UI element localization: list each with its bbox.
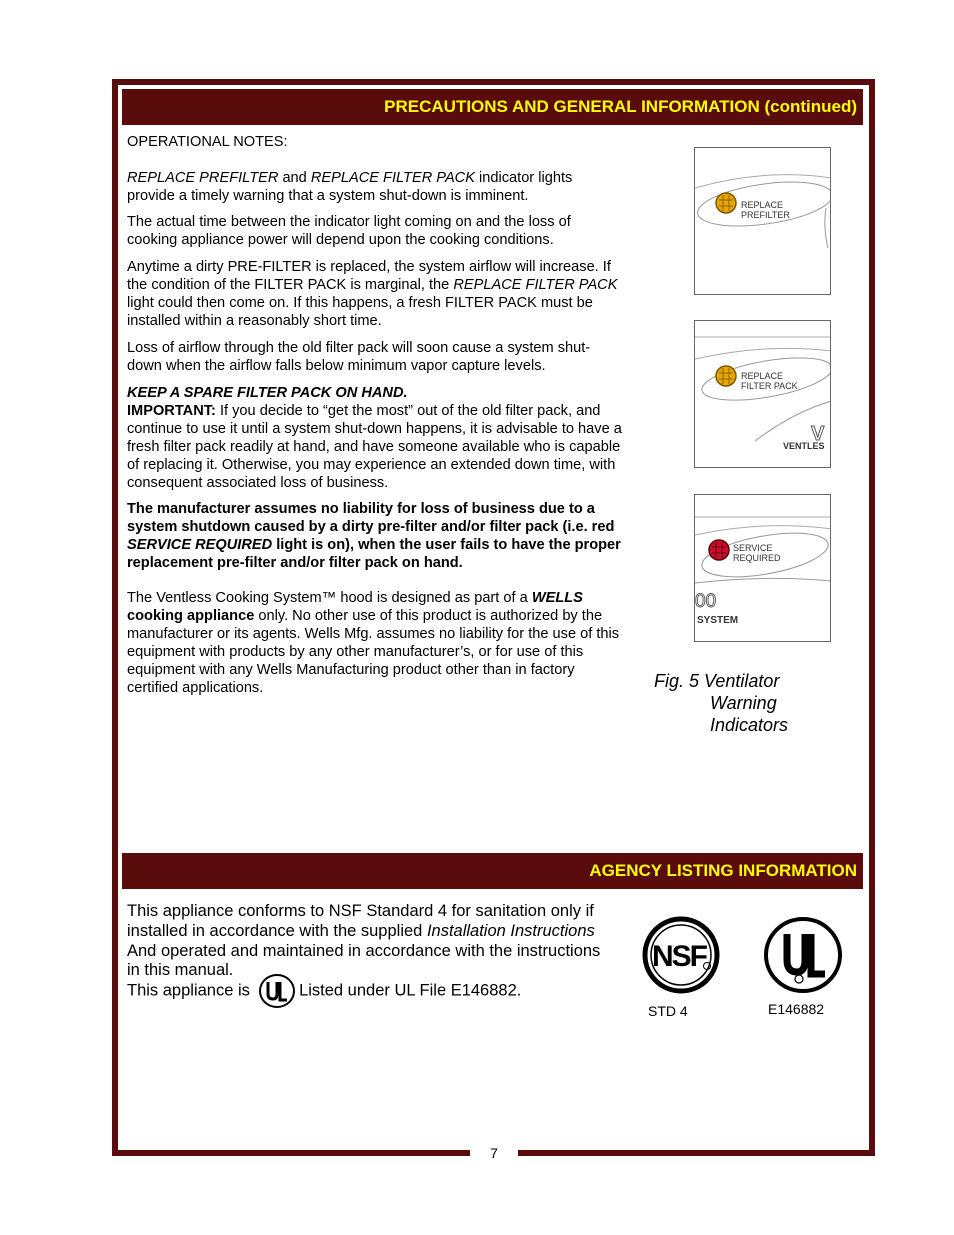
nsf-standard-label: STD 4 [648,1003,688,1019]
section-title: PRECAUTIONS AND GENERAL INFORMATION (continued) [384,97,857,116]
brand-fragment: V [811,423,825,445]
indicator-label-service-required: SERVICE REQUIRED [733,543,781,563]
indicator-panel-service-required [694,494,831,642]
spare-filter-paragraph: KEEP A SPARE FILTER PACK ON HAND. IMPORTANT: If you decide to “get the most” out of the old filter pack, and continue to use it until a system shut-down happens, it is advisable to have a fresh filter pack readily at hand, and have someone available who is capable of replacing it. Otherwise, you may experience an extended down time, with consequent associated loss of business. [127,385,622,491]
red-light-icon [709,540,729,560]
agency-listing-text: This appliance conforms to NSF Standard 4 for sanitation only if installed in accordance with the supplied Installation Instructions And operated and maintained in accordance with the instructions in this manual. This appliance is Listed under UL File E146882. [127,902,637,1001]
indicator-panel-replace-prefilter [694,147,831,295]
page-number: 7 [490,1145,498,1161]
nsf-logo-text: NSF [652,940,706,973]
nsf-logo-icon [641,916,721,994]
operational-paragraph-2: The actual time between the indicator light coming on and the loss of cooking appliance power will depend upon the cooking conditions. [127,214,571,248]
ul-logo-icon [763,916,843,994]
indicator-panel-replace-filter-pack [694,320,831,468]
brand-fragment-text: VENTLES [783,441,825,451]
section-header-precautions [122,89,863,125]
ul-inline-logo-icon [258,974,296,1008]
ul-file-label: E146882 [768,1001,825,1017]
operational-paragraph-1: REPLACE PREFILTER and REPLACE FILTER PACK indicator lights provide a timely warning that a system shut-down is imminent. [127,170,573,204]
operational-notes-heading: OPERATIONAL NOTES: [127,134,288,150]
indicator-label-replace-filter-pack: REPLACE FILTER PACK [741,371,798,391]
figure-caption: Fig. 5 Ventilator Warning Indicators [654,671,789,735]
brand-fragment-text: SYSTEM [697,615,739,626]
amber-light-icon [716,193,736,213]
section-header-agency [122,853,863,889]
ventless-paragraph: The Ventless Cooking System™ hood is designed as part of a WELLS cooking appliance only. No other use of this product is authorized by the manufacturer or its agents. Wells Mfg. assumes no liability for the use of this equipment with products by any other manufacturer’s, or for use of this equipment with any Wells Manufacturing product other than in factory certified applications. [127,590,620,696]
section-title: AGENCY LISTING INFORMATION [589,861,857,880]
panel-surface [695,148,831,295]
brand-fragment: 00 [695,591,717,612]
liability-paragraph: The manufacturer assumes no liability for loss of business due to a system shutdown caused by a dirty pre-filter and/or filter pack (i.e. red SERVICE REQUIRED light is on), when the user fails to have the proper replacement pre-filter and/or filter pack on hand. [127,501,621,571]
amber-light-icon [716,366,736,386]
operational-paragraph-4: Loss of airflow through the old filter pack will soon cause a system shut-down when the airflow falls below minimum vapor capture levels. [127,340,591,374]
indicator-label-replace-prefilter: REPLACE PREFILTER [741,200,790,220]
operational-paragraph-3: Anytime a dirty PRE-FILTER is replaced, the system airflow will increase. If the condition of the FILTER PACK is marginal, the REPLACE FILTER PACK light could then come on. If this happens, a fresh FILTER PACK must be installed within a reasonably short time. [127,259,618,329]
